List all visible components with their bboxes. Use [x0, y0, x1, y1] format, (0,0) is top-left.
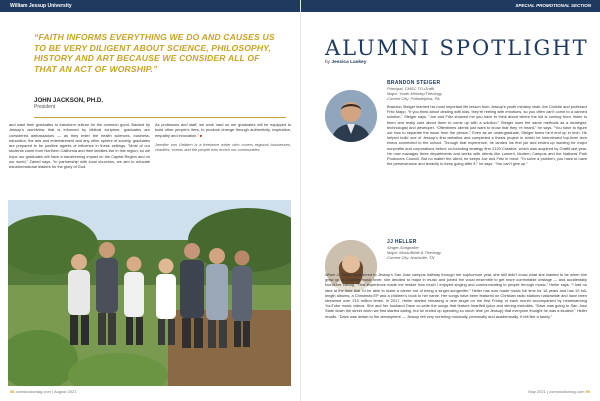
byline-author: Jessica Laskey [331, 60, 367, 65]
pull-quote: “FAITH INFORMS EVERYTHING WE DO AND CAUSES US TO BE VERY DILIGENT ABOUT SCIENCE, PHILOSOPHY, HISTORY AND ART BECAUSE WE CONSIDER ALL OF THAT AN ACT OF WORSHIP.” [34, 32, 275, 74]
right-folio-text: May 2021 | comstocksmag.com [528, 389, 585, 394]
profile-name: JJ HELLER [387, 239, 417, 245]
profile-body: Brandon Steiger learned his most important life lesson from Jessup’s youth ministry chair Joe Christie and professor Fritz Mapp. “If you think about dealing with kids, they’re reeling with emotions, so you often can’t come to a canned solution,” Steiger says. “Joe and Fritz showed me you have to think about where the kid is coming from, listen to them and really care about them to come up with a solution.” Steiger uses the same methods as a strategist, technologist and developer. “Oftentimes clients just want to know that they ‘re heard,” he says. “You have to figure out how to separate the issue from the person.” Even as an undergraduate, Steiger knew he’d end up in tech. He helped build one of Jessup’s first websites and completed a thesis project in which he interviewed top-level tech execs connected to the school. Through that experience, he landed his first job and ended up working for major nonprofits and corporations before co-founding strategy firm 2120 Creative, which was acquired by Graffit last year. He now manages three departments and works with clients like Lument, Modern Campus and the National Park Producers Council. But no matter the client, he keeps Joe and Fritz in mind. “To solve a problem, you have to have the perseverance and tenacity to keep going after it,” he says. “You can’t give up.” [387, 104, 587, 167]
byline [325, 60, 366, 65]
byline-prefix: by [325, 60, 331, 65]
right-page [300, 0, 600, 401]
profile-body: When JJ Heller transferred to Jessup’s San Jose campus halfway through her sophomore year, she still didn’t know what she wanted to be when she grew up. A longtime music lover, she decided to major in music and joined the vocal ensemble to get more comfortable onstage — and accidentally found her calling. “That experience made me realize how much I enjoyed singing and communicating to people through music,” Heller says. “I had no idea at the time that I’d be able to make a career out of being a singer-songwriter.” Heller has now made music full time for 18 years and has 10 full-length albums, a Christmas EP and a children’s book to her name. Her songs have been featured on Christian radio stations nationwide and have been streamed over 210 million times. In 2017, Heller started releasing a new single on the first Friday of each month accompanied by heartwarming YouTube music videos. She and her husband Dave co-write the songs that feature heartfelt lyrics and stirring melodies. “Dave was going to San Jose State down the street when we first started dating, but he ended up spending so much time (at Jessup) that everyone thought he was a student,” Heller recalls. “Dave was drawn to the atmosphere — Jessup felt very nurturing musically, personally and academically. It felt like a family.” [325, 272, 587, 319]
profile-major: Major: Music/Bible & Theology [387, 250, 442, 255]
end-mark-icon: ■ [199, 132, 203, 138]
right-folio [528, 389, 590, 394]
group-photo [8, 200, 291, 386]
quote-author: JOHN JACKSON, PH.D. [34, 97, 104, 104]
left-folio [10, 389, 76, 394]
article-closing-text: As professors and staff, we work hard so our graduates will be equipped to build other people’s lives, to produce change through authenticity, inspiration, empathy and innovation.” [155, 122, 291, 138]
article-closing-paragraph [155, 122, 291, 138]
left-folio-text: comstocksmag.com | August 2021 [15, 389, 77, 394]
profile-major: Major: Youth Ministry/Theology [387, 91, 442, 96]
profile-name: BRANDON STEIGER [387, 80, 441, 86]
profile-city: Current City: Philadelphia, PA [387, 96, 440, 101]
profile-brandon-steiger [387, 80, 587, 166]
garden-group-photo-illustration [8, 200, 291, 386]
profile-role: Principal, CMSC TO-Graffi [387, 86, 435, 91]
left-header-bar: William Jessup University [0, 0, 300, 12]
author-credit: Jennifer von Geldern is a freelance writer who covers regional businesses, charities, events and the people who enrich our communities. [155, 141, 291, 153]
profile-city: Current City: Nashville, TN [387, 255, 435, 260]
profile-role: Singer-Songwriter [387, 245, 419, 250]
article-column-1: and want their graduates to transform culture for the common good. Backed by Jessup’s worldview that is informed by biblical scripture, graduates are considered ambassadors — as they enter the health sciences, business, education, the arts and entertainment and any other sphere of society, graduates are prepared to be positive agents of influence in these settings. “Most of our students come from Northern California and their families live in this region, so we hope our graduates will have a transforming impact on the Capital Region and on our world,” Zahed says. “In partnership with local churches, we aim to educate transformational leaders for the glory of God. [9, 122, 150, 170]
page-title: ALUMNI SPOTLIGHT [325, 36, 589, 60]
right-page-number: 99 [585, 389, 590, 394]
portrait-illustration [325, 90, 377, 142]
quote-author-role: President [34, 104, 56, 110]
article-column-2 [155, 122, 291, 152]
profile-jj-heller [387, 239, 587, 260]
left-page-number: 98 [10, 389, 15, 394]
avatar-brandon-steiger [325, 90, 377, 142]
right-header-bar: SPECIAL PROMOTIONAL SECTION [301, 0, 600, 12]
quote-divider [34, 117, 286, 118]
